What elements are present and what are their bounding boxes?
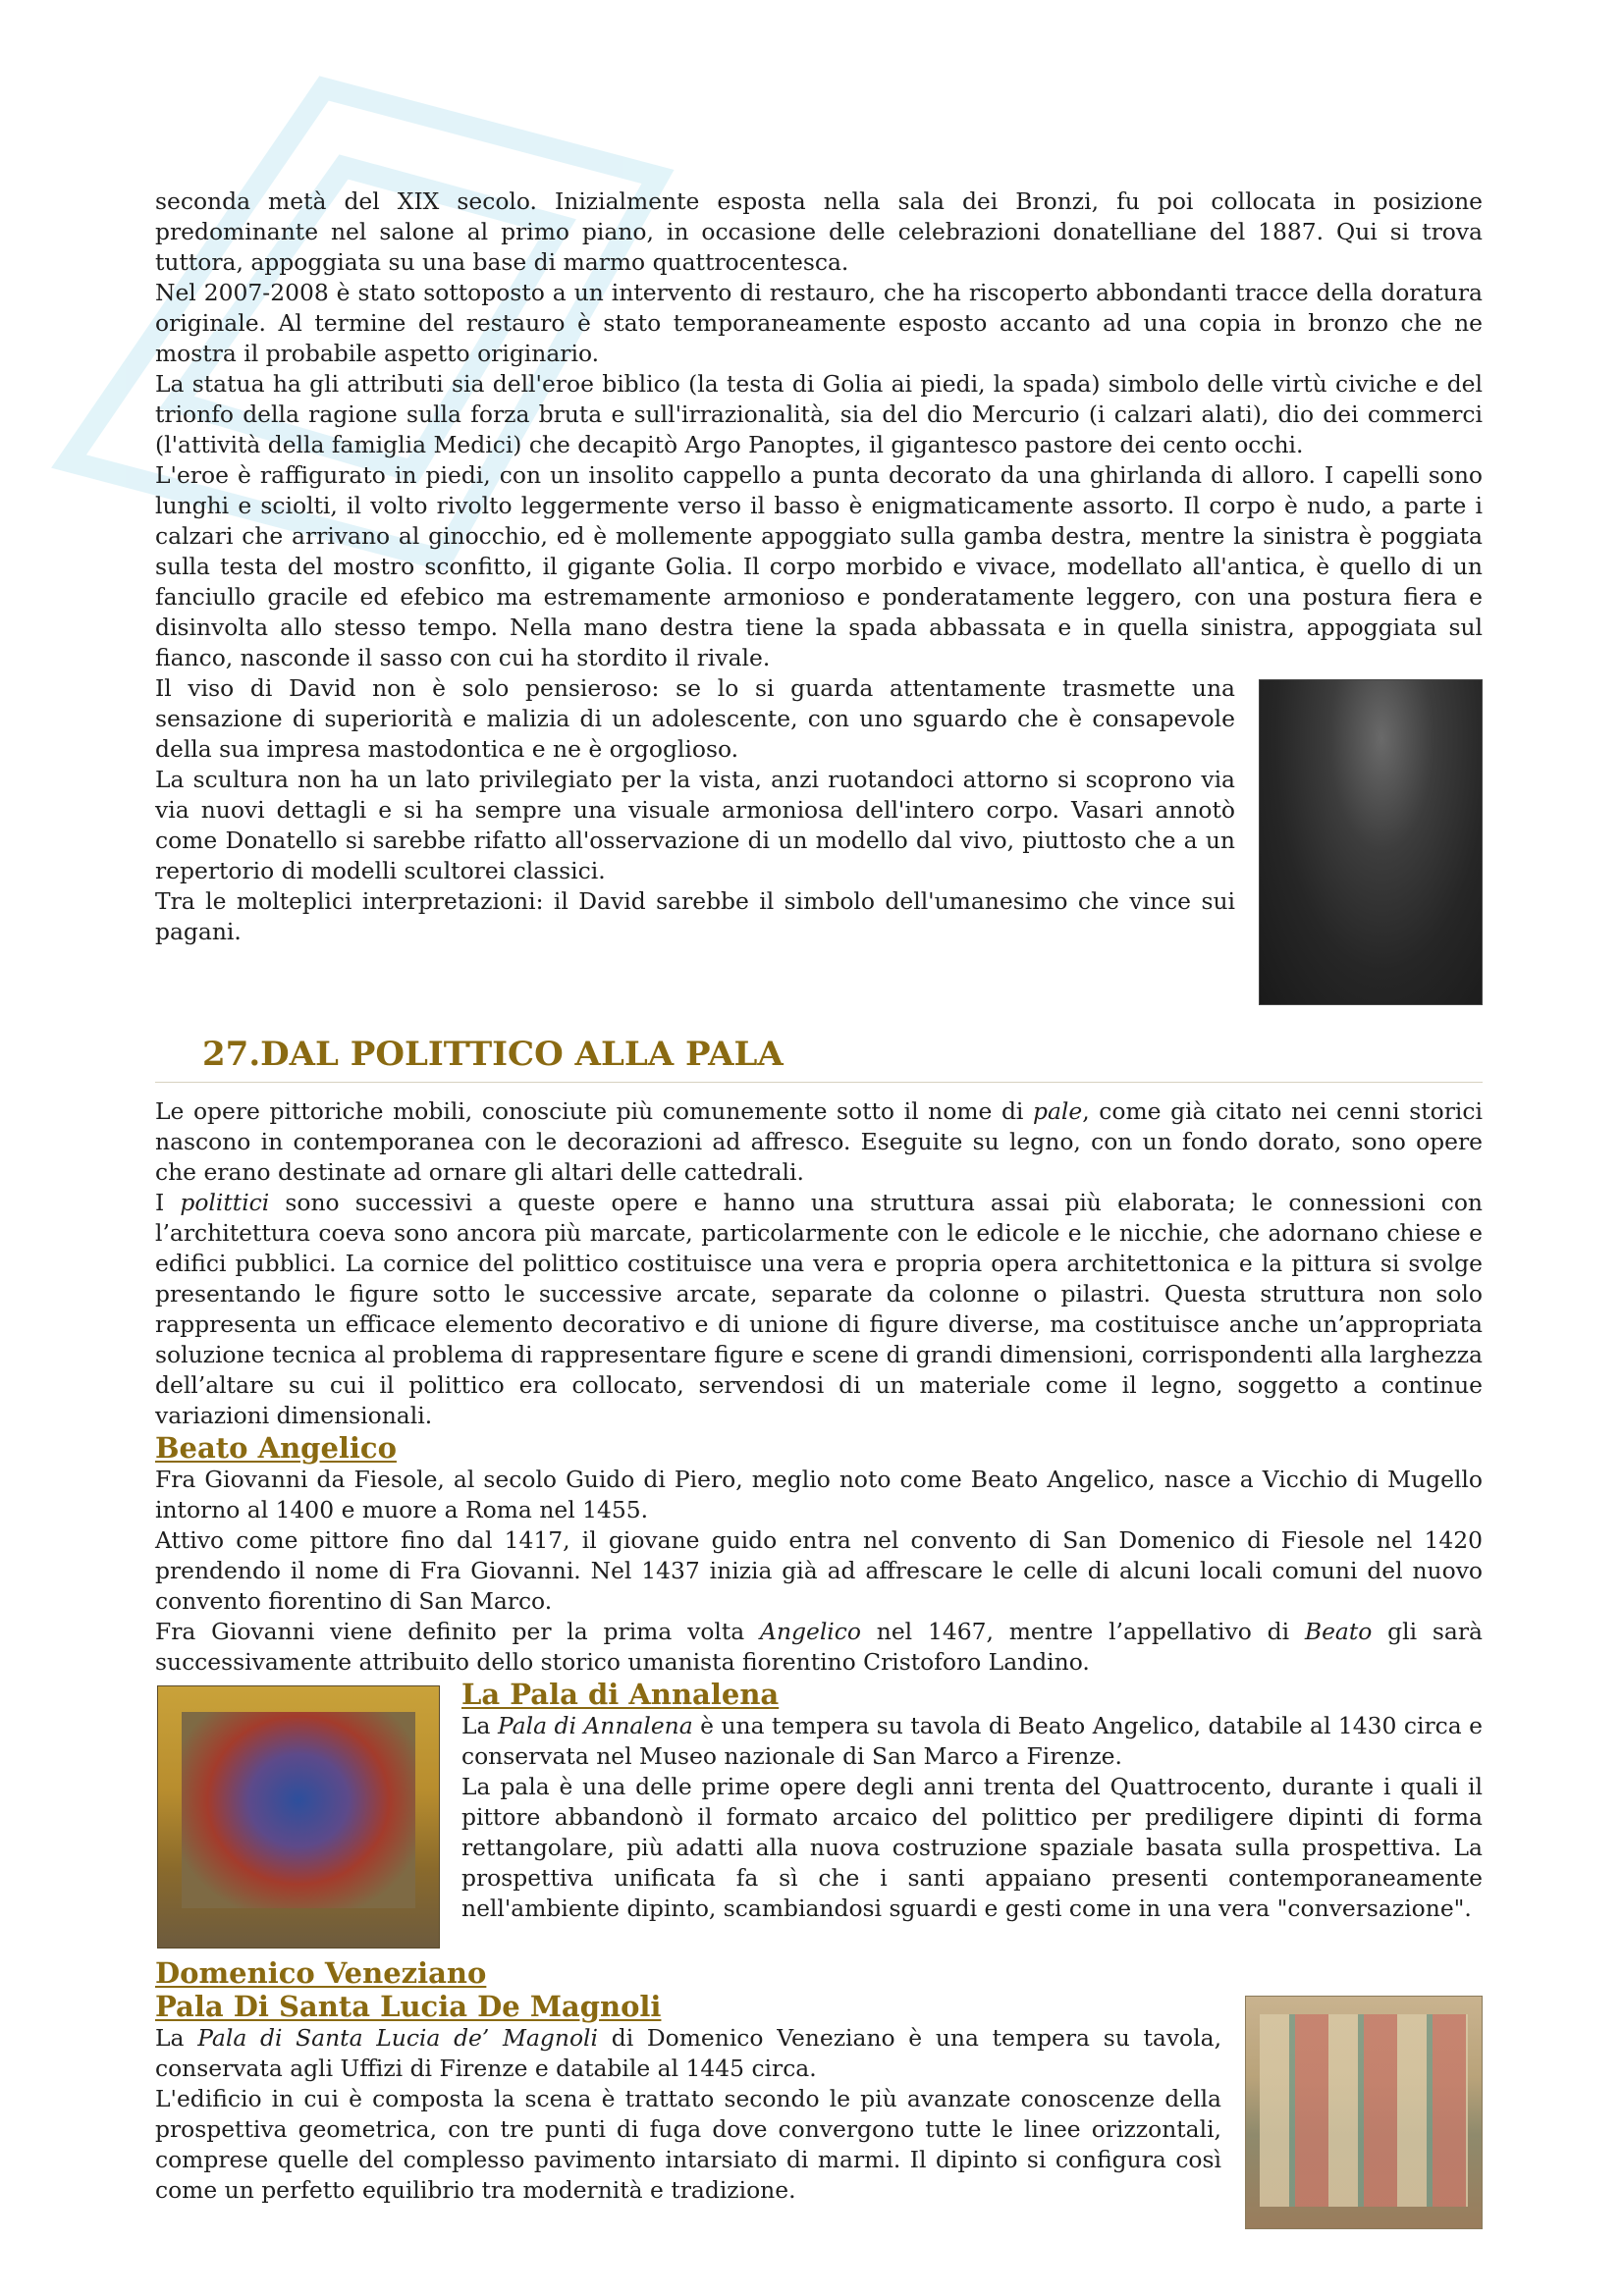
heading-divider <box>155 1082 1483 1083</box>
magnoli-paragraph-2: L'edificio in cui è composta la scena è trattato secondo le più avanzate conoscenze della prospettiva geometrica, con tre punti di fuga dove convergono tutte le linee orizzontali, comprese quelle del complesso pavimento intarsiato di marmi. Il dipinto si configura così come un perfetto equilibrio tra modernità e tradizione. <box>155 2085 1221 2204</box>
intro-paragraph-1: seconda metà del XIX secolo. Inizialmente esposta nella sala dei Bronzi, fu poi collocata in posizione predominante nel salone al primo piano, in occasione delle celebrazioni donatelliane del 1887. Qui si trova tuttora, appoggiata su una base di marmo quattrocentesca. <box>155 187 1483 276</box>
david-statue-image <box>1259 679 1483 1005</box>
intro-paragraph-3: La statua ha gli attributi sia dell'eroe biblico (la testa di Golia ai piedi, la spada) simbolo delle virtù civiche e del trionfo della ragione sulla forza bruta e sull'irrazionalità, sia del dio Mercurio (i calzari alati), dio dei commerci (l'attività della famiglia Medici) che decapitò Argo Panoptes, il gigantesco pastore dei cento occhi. <box>155 370 1483 458</box>
annalena-paragraph-2: La pala è una delle prime opere degli anni trenta del Quattrocento, durante i quali il pittore abbandonò il formato arcaico del polittico per prediligere dipinti di forma rettangolare, più adatti alla nuova costruzione spaziale basata sulla prospettiva. La prospettiva unificata fa sì che i santi appaiano presenti contemporaneamente nell'ambiente dipinto, scambiandosi sguardi e gesti come in una vera "conversazione". <box>461 1773 1483 1922</box>
annalena-section <box>155 1678 1483 1956</box>
beato-angelico-heading: Beato Angelico <box>155 1431 397 1465</box>
annalena-painting-image <box>157 1685 440 1949</box>
magnoli-paragraph-1: La Pala di Santa Lucia de’ Magnoli di Domenico Veneziano è una tempera su tavola, conservata agli Uffizi di Firenze e databile al 1445 circa. <box>155 2024 1222 2082</box>
annalena-paragraph-1: La Pala di Annalena è una tempera su tavola di Beato Angelico, databile al 1430 circa e conservata nel Museo nazionale di San Marco a Firenze. <box>461 1712 1483 1770</box>
domenico-veneziano-heading: Domenico Veneziano <box>155 1956 487 1990</box>
pale-paragraph: Le opere pittoriche mobili, conosciute più comunemente sotto il nome di pale, come già citato nei cenni storici nascono in contemporanea con le decorazioni ad affresco. Eseguite su legno, con un fondo dorato, sono opere che erano destinate ad ornare gli altari delle cattedrali. <box>155 1097 1483 1186</box>
beato-paragraph-3: Fra Giovanni viene definito per la prima volta Angelico nel 1467, mentre l’appellativo di Beato gli sarà successivamente attribuito dello storico umanista fiorentino Cristoforo Landino. <box>155 1618 1483 1676</box>
magnoli-painting-image <box>1245 1996 1483 2229</box>
section-heading: 27.DAL POLITTICO ALLA PALA <box>202 1035 784 1074</box>
intro-paragraph-2: Nel 2007-2008 è stato sottoposto a un intervento di restauro, che ha riscoperto abbondanti tracce della doratura originale. Al termine del restauro è stato temporaneamente esposto accanto ad una copia in bronzo che ne mostra il probabile aspetto originario. <box>155 279 1483 367</box>
polittici-paragraph: I polittici sono successivi a queste opere e hanno una struttura assai più elaborata; le connessioni con l’architettura coeva sono ancora più marcate, particolarmente con le edicole e le nicchie, che adornano chiese e edifici pubblici. La cornice del polittico costituisce una vera e propria opera architettonica e la pittura si svolge presentando le figure sotto le successive arcate, separate da colonne o pilastri. Questa struttura non solo rappresenta un efficace elemento decorativo e di unione di figure diverse, ma costituisce anche un’appropriata soluzione tecnica al problema di rappresentare figure e scene di grandi dimensioni, corrispondenti alla larghezza dell’altare su cui il polittico era collocato, servendosi di un materiale come il legno, soggetto a continue variazioni dimensionali. <box>155 1189 1483 1429</box>
david-paragraph-2: La scultura non ha un lato privilegiato per la vista, anzi ruotandoci attorno si scoprono via via nuovi dettagli e si ha sempre una visuale armoniosa dell'intero corpo. Vasari annotò come Donatello si sarebbe rifatto all'osservazione di un modello dal vivo, piuttosto che a un repertorio di modelli scultorei classici. <box>155 766 1235 884</box>
annalena-heading: La Pala di Annalena <box>461 1678 780 1711</box>
beato-paragraph-1: Fra Giovanni da Fiesole, al secolo Guido di Piero, meglio noto come Beato Angelico, nasce a Vicchio di Mugello intorno al 1400 e muore a Roma nel 1455. <box>155 1466 1483 1523</box>
intro-paragraph-4: L'eroe è raffigurato in piedi, con un insolito cappello a punta decorato da una ghirlanda di alloro. I capelli sono lunghi e sciolti, il volto rivolto leggermente verso il basso è enigmaticamente assorto. Il corpo è nudo, a parte i calzari che arrivano al ginocchio, ed è mollemente appoggiato sulla gamba destra, mentre la sinistra è poggiata sulla testa del mostro sconfitto, il gigante Golia. Il corpo morbido e vivace, modellato all'antica, è quello di un fanciullo gracile ed efebico ma estremamente armonioso e ponderatamente leggero, con una postura fiera e disinvolta allo stesso tempo. Nella mano destra tiene la spada abbassata e in quella sinistra, appoggiata sul fianco, nasconde il sasso con cui ha stordito il rivale. <box>155 461 1483 671</box>
beato-paragraph-2: Attivo come pittore fino dal 1417, il giovane guido entra nel convento di San Domenico di Fiesole nel 1420 prendendo il nome di Fra Giovanni. Nel 1437 inizia già ad affrescare le celle di alcuni locali comuni del nuovo convento fiorentino di San Marco. <box>155 1526 1483 1615</box>
page-content <box>155 187 1483 2235</box>
david-paragraph-3: Tra le molteplici interpretazioni: il David sarebbe il simbolo dell'umanesimo che vince sui pagani. <box>155 887 1235 945</box>
magnoli-heading: Pala Di Santa Lucia De Magnoli <box>155 1990 662 2023</box>
david-paragraph-1: Il viso di David non è solo pensieroso: se lo si guarda attentamente trasmette una sensazione di superiorità e malizia di un adolescente, con uno sguardo che è consapevole della sua impresa mastodontica e ne è orgoglioso. <box>155 674 1235 763</box>
